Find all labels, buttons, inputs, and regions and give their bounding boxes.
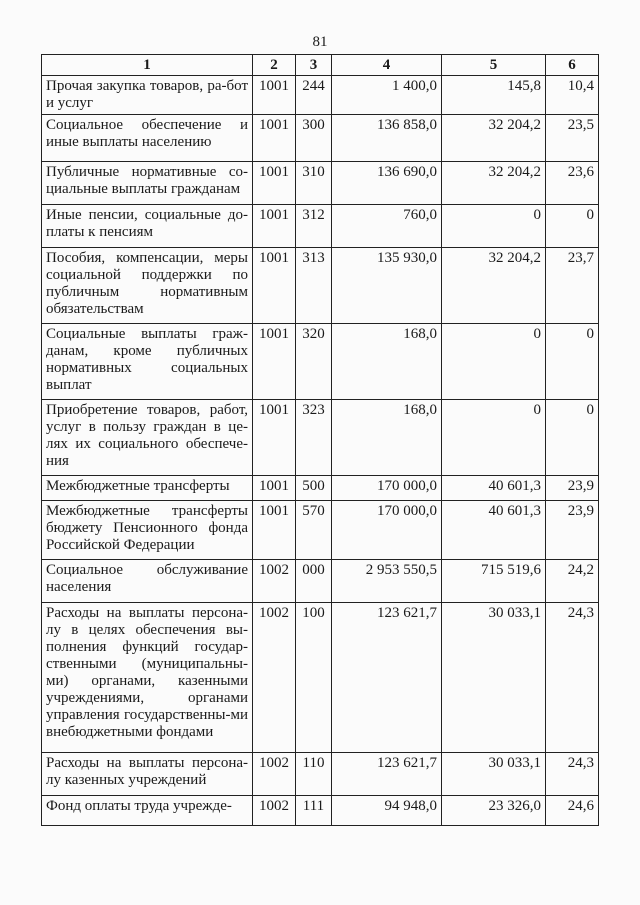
expense-type-code-cell: 110	[296, 753, 332, 796]
percent-cell: 24,2	[546, 560, 599, 603]
actual-amount-cell: 32 204,2	[442, 162, 546, 205]
actual-amount-cell: 0	[442, 205, 546, 248]
section-code-cell: 1001	[253, 248, 296, 324]
section-code-cell: 1001	[253, 76, 296, 115]
percent-cell: 24,6	[546, 796, 599, 826]
row-name-cell: Социальное обслуживание населения	[42, 560, 253, 603]
section-code-cell: 1002	[253, 603, 296, 753]
plan-amount-cell: 168,0	[332, 324, 442, 400]
table-row	[42, 162, 599, 205]
row-name-cell: Межбюджетные трансферты бюджету Пенсионного фонда Российской Федерации	[42, 501, 253, 560]
section-code-cell: 1001	[253, 324, 296, 400]
percent-cell: 23,6	[546, 162, 599, 205]
table-row	[42, 796, 599, 826]
expense-type-code-cell: 244	[296, 76, 332, 115]
expense-type-code-cell: 100	[296, 603, 332, 753]
section-code-cell: 1002	[253, 796, 296, 826]
table-row	[42, 476, 599, 501]
plan-amount-cell: 135 930,0	[332, 248, 442, 324]
plan-amount-cell: 170 000,0	[332, 501, 442, 560]
percent-cell: 24,3	[546, 753, 599, 796]
expense-type-code-cell: 323	[296, 400, 332, 476]
expense-type-code-cell: 312	[296, 205, 332, 248]
actual-amount-cell: 40 601,3	[442, 476, 546, 501]
section-code-cell: 1001	[253, 115, 296, 162]
section-code-cell: 1002	[253, 560, 296, 603]
percent-cell: 10,4	[546, 76, 599, 115]
row-name-cell: Социальные выплаты граж-данам, кроме публичных нормативных социальных выплат	[42, 324, 253, 400]
percent-cell: 24,3	[546, 603, 599, 753]
expense-type-code-cell: 310	[296, 162, 332, 205]
table-row	[42, 603, 599, 753]
actual-amount-cell: 30 033,1	[442, 753, 546, 796]
table-row	[42, 76, 599, 115]
actual-amount-cell: 32 204,2	[442, 115, 546, 162]
percent-cell: 0	[546, 400, 599, 476]
expense-type-code-cell: 111	[296, 796, 332, 826]
row-name-cell: Фонд оплаты труда учрежде-	[42, 796, 253, 826]
actual-amount-cell: 715 519,6	[442, 560, 546, 603]
expense-type-code-cell: 313	[296, 248, 332, 324]
table-row	[42, 205, 599, 248]
table-row	[42, 115, 599, 162]
actual-amount-cell: 40 601,3	[442, 501, 546, 560]
row-name-cell: Межбюджетные трансферты	[42, 476, 253, 501]
plan-amount-cell: 136 690,0	[332, 162, 442, 205]
row-name-cell: Расходы на выплаты персона-лу казенных учреждений	[42, 753, 253, 796]
actual-amount-cell: 0	[442, 400, 546, 476]
plan-amount-cell: 94 948,0	[332, 796, 442, 826]
section-code-cell: 1001	[253, 162, 296, 205]
table-row	[42, 400, 599, 476]
budget-table	[41, 54, 599, 826]
table-row	[42, 324, 599, 400]
section-code-cell: 1001	[253, 205, 296, 248]
column-header: 3	[296, 55, 332, 76]
table-row	[42, 501, 599, 560]
column-header: 4	[332, 55, 442, 76]
plan-amount-cell: 123 621,7	[332, 753, 442, 796]
row-name-cell: Прочая закупка товаров, ра-бот и услуг	[42, 76, 253, 115]
expense-type-code-cell: 000	[296, 560, 332, 603]
percent-cell: 23,7	[546, 248, 599, 324]
actual-amount-cell: 0	[442, 324, 546, 400]
percent-cell: 23,9	[546, 501, 599, 560]
column-header: 6	[546, 55, 599, 76]
actual-amount-cell: 145,8	[442, 76, 546, 115]
plan-amount-cell: 2 953 550,5	[332, 560, 442, 603]
percent-cell: 0	[546, 324, 599, 400]
plan-amount-cell: 168,0	[332, 400, 442, 476]
percent-cell: 23,5	[546, 115, 599, 162]
column-header: 5	[442, 55, 546, 76]
actual-amount-cell: 30 033,1	[442, 603, 546, 753]
section-code-cell: 1002	[253, 753, 296, 796]
expense-type-code-cell: 570	[296, 501, 332, 560]
expense-type-code-cell: 500	[296, 476, 332, 501]
row-name-cell: Расходы на выплаты персона-лу в целях обеспечения вы-полнения функций государ-ственными (муниципальны-ми) органами, казенными учреждениями, органами управления государственны-ми внебюджетными фондами	[42, 603, 253, 753]
page-number: 81	[312, 34, 328, 50]
row-name-cell: Публичные нормативные со-циальные выплаты гражданам	[42, 162, 253, 205]
plan-amount-cell: 760,0	[332, 205, 442, 248]
expense-type-code-cell: 320	[296, 324, 332, 400]
actual-amount-cell: 32 204,2	[442, 248, 546, 324]
column-header: 2	[253, 55, 296, 76]
percent-cell: 0	[546, 205, 599, 248]
section-code-cell: 1001	[253, 476, 296, 501]
section-code-cell: 1001	[253, 400, 296, 476]
row-name-cell: Пособия, компенсации, меры социальной поддержки по публичным нормативным обязательствам	[42, 248, 253, 324]
table-row	[42, 248, 599, 324]
plan-amount-cell: 170 000,0	[332, 476, 442, 501]
table-row	[42, 753, 599, 796]
actual-amount-cell: 23 326,0	[442, 796, 546, 826]
row-name-cell: Иные пенсии, социальные до-платы к пенсиям	[42, 205, 253, 248]
plan-amount-cell: 1 400,0	[332, 76, 442, 115]
plan-amount-cell: 136 858,0	[332, 115, 442, 162]
column-header: 1	[42, 55, 253, 76]
section-code-cell: 1001	[253, 501, 296, 560]
table-header-row	[42, 55, 599, 76]
row-name-cell: Социальное обеспечение и иные выплаты населению	[42, 115, 253, 162]
table-row	[42, 560, 599, 603]
row-name-cell: Приобретение товаров, работ, услуг в пользу граждан в це-лях их социального обеспече-ния	[42, 400, 253, 476]
expense-type-code-cell: 300	[296, 115, 332, 162]
plan-amount-cell: 123 621,7	[332, 603, 442, 753]
percent-cell: 23,9	[546, 476, 599, 501]
